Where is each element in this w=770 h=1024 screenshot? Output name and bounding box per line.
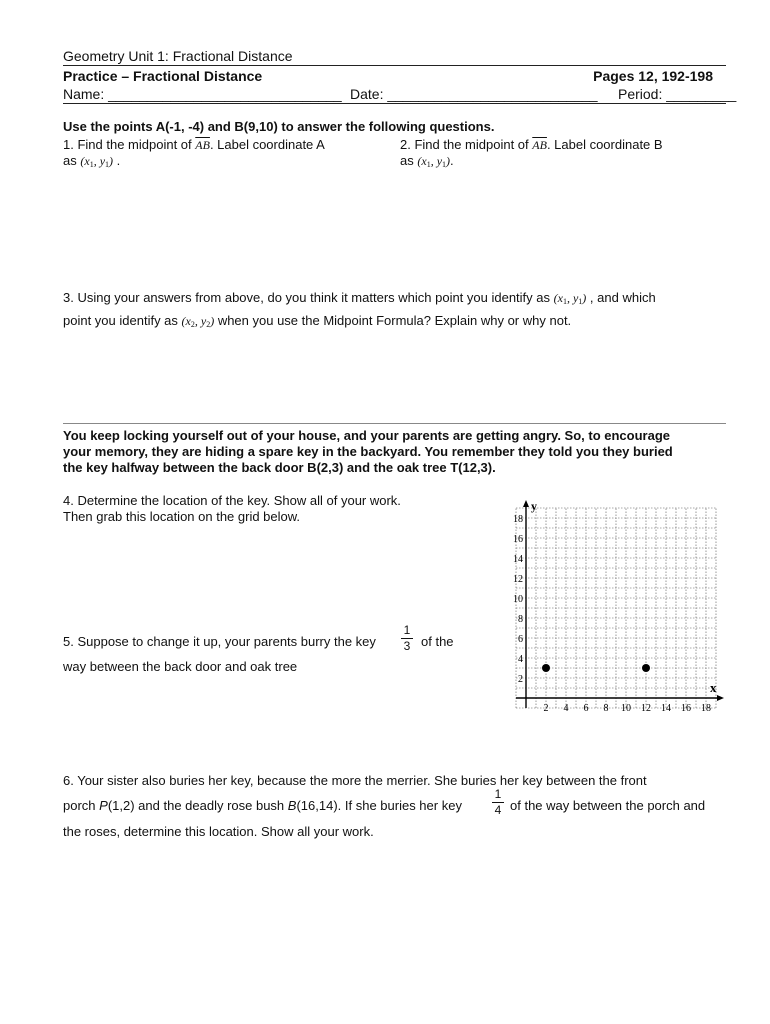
q3-line1-prefix: 3. Using your answers from above, do you think it matters which point you identify as (63, 290, 551, 305)
y-tick-label: 14 (513, 554, 523, 565)
q6-point-b: B (287, 798, 297, 813)
x-tick-label: 4 (563, 703, 569, 714)
question-4 (63, 493, 401, 525)
q6-point-p: P (99, 798, 108, 813)
q1-line2-prefix: as (63, 153, 77, 168)
x-tick-label: 16 (681, 703, 691, 714)
plotted-point (642, 664, 650, 672)
axes (516, 499, 724, 708)
question-2 (400, 137, 663, 173)
q3-line1-suffix: , and which (589, 290, 656, 305)
q6-line-3: the roses, determine this location. Show all your work. (63, 824, 374, 839)
y-tick-label: 18 (513, 514, 523, 525)
q6-line-1: 6. Your sister also buries her key, because the more the merrier. She buries her key between the front (63, 773, 647, 788)
q4-line-2: Then grab this location on the grid below. (63, 509, 301, 524)
q6-porch-coords: (1,2) and the deadly rose bush (107, 798, 285, 813)
q6-rose-coords: (16,14). If she buries her key (296, 798, 462, 813)
y-tick-label: 16 (513, 534, 523, 545)
x-axis-label: x (710, 680, 717, 695)
name-field[interactable]: Name: ______________________________ (63, 86, 342, 102)
question-3 (63, 288, 656, 334)
y-tick-label: 10 (513, 594, 523, 605)
q5-line-2: way between the back door and oak tree (63, 659, 298, 674)
x-tick-label: 8 (603, 703, 609, 714)
q2-segment: $\overline{AB}$ (532, 138, 547, 152)
story-paragraph (63, 428, 673, 476)
q6-fraction-denominator: 4 (494, 803, 502, 817)
q1-line2-suffix: . (116, 153, 121, 168)
plotted-point (542, 664, 550, 672)
section-divider (63, 423, 726, 424)
q1-segment: $\overline{AB}$ (195, 138, 210, 152)
header-bottom-rule (63, 103, 726, 104)
y-tick-label: 12 (513, 574, 523, 585)
coordinate-grid[interactable] (488, 490, 717, 720)
x-tick-label: 12 (641, 703, 651, 714)
q4-line-1: 4. Determine the location of the key. Show all of your work. (63, 493, 401, 508)
y-axis-arrow (523, 500, 529, 507)
q1-coord: ($x_1$, $y_1$) (80, 154, 114, 169)
q1-prefix: 1. Find the midpoint of (63, 137, 192, 152)
story-line-2: your memory, they are hiding a spare key in the backyard. You remember they told you they buried (63, 444, 673, 459)
q2-prefix: 2. Find the midpoint of (400, 137, 529, 152)
q6-line-2 (63, 798, 462, 814)
practice-title: Practice – Fractional Distance (63, 68, 263, 84)
q2-line2-prefix: as (400, 153, 414, 168)
grid-lines (516, 508, 716, 708)
q3-coord2: ($x_2$, $y_2$) (181, 314, 215, 329)
unit-title: Geometry Unit 1: Fractional Distance (63, 48, 293, 64)
y-tick-label: 6 (518, 634, 523, 645)
q1-suffix: . Label coordinate A (209, 137, 325, 152)
q3-coord1: ($x_1$, $y_1$) (553, 291, 587, 306)
date-field[interactable]: Date: ___________________________ (350, 86, 598, 102)
x-tick-label: 14 (661, 703, 671, 714)
q5-prefix: 5. Suppose to change it up, your parents burry the key (63, 634, 376, 649)
q5-fraction-denominator: 3 (403, 639, 411, 653)
q6-fraction-numerator: 1 (494, 787, 502, 801)
tick-labels (513, 514, 711, 714)
y-axis-label: y (531, 499, 537, 513)
x-tick-label: 18 (701, 703, 711, 714)
x-axis-arrow (717, 695, 724, 701)
q5-fraction (401, 624, 413, 653)
y-tick-label: 8 (518, 614, 523, 625)
pages-reference: Pages 12, 192-198 (593, 68, 713, 84)
q3-line2-prefix: point you identify as (63, 313, 178, 328)
story-line-3: the key halfway between the back door B(2,3) and the oak tree T(12,3). (63, 460, 496, 475)
x-tick-label: 2 (543, 703, 549, 714)
q2-line2-suffix: . (450, 153, 454, 168)
y-tick-label: 2 (518, 674, 523, 685)
period-field[interactable]: Period: _________ (618, 86, 737, 102)
question-1 (63, 137, 325, 173)
section1-instruction: Use the points A(-1, -4) and B(9,10) to answer the following questions. (63, 119, 495, 134)
header-rule (63, 65, 726, 66)
q5-suffix: of the (421, 634, 454, 649)
q3-line2-suffix: when you use the Midpoint Formula? Explain why or why not. (217, 313, 572, 328)
q6-fraction (492, 788, 504, 817)
y-tick-label: 4 (518, 654, 523, 665)
q6-line-2-end: of the way between the porch and (510, 798, 706, 813)
x-tick-label: 6 (583, 703, 589, 714)
q6-porch-label: porch (63, 798, 96, 813)
q5-fraction-numerator: 1 (403, 623, 411, 637)
x-tick-label: 10 (621, 703, 631, 714)
q2-coord: ($x_1$, $y_1$) (417, 154, 451, 169)
q2-suffix: . Label coordinate B (546, 137, 663, 152)
story-line-1: You keep locking yourself out of your house, and your parents are getting angry. So, to encourage (63, 428, 671, 443)
